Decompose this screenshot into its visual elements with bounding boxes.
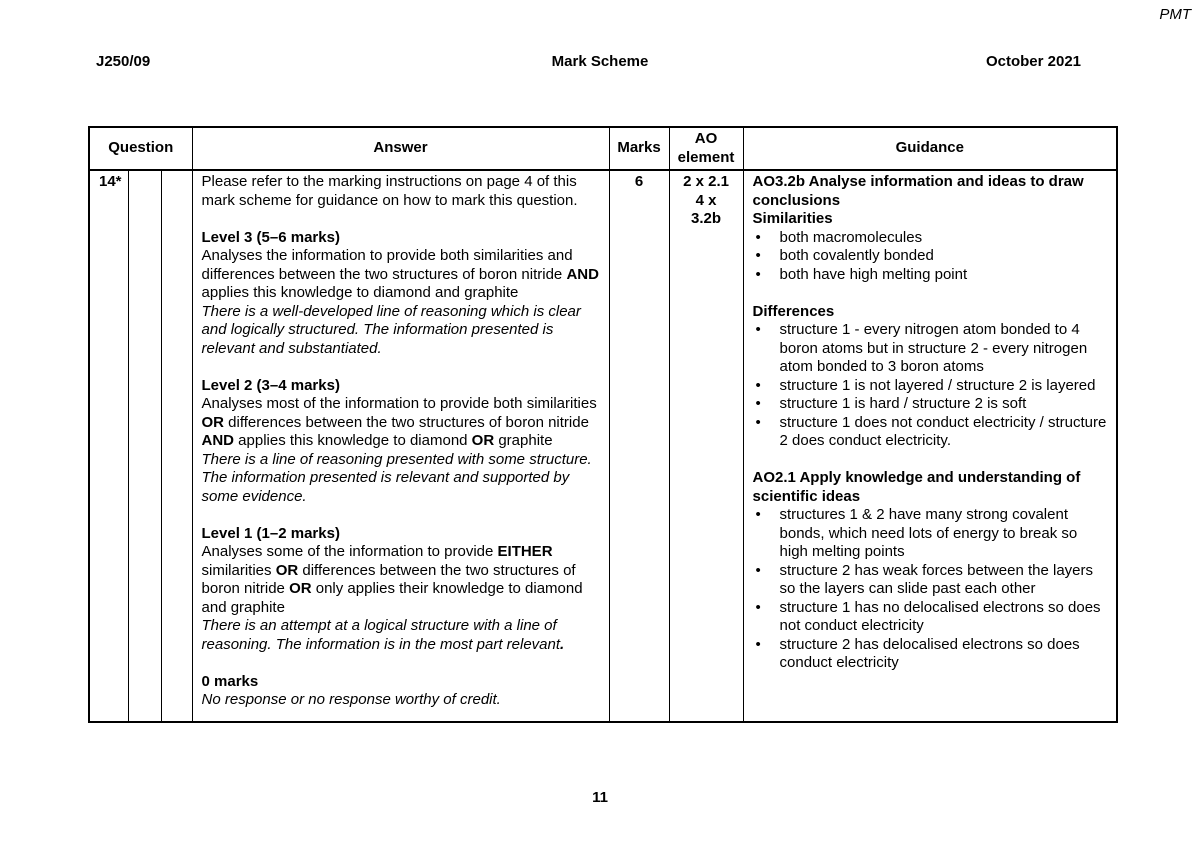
text-run: structure 1 does not conduct electricity / structure 2 does conduct electricity. (779, 413, 1107, 449)
text-paragraph (202, 173, 600, 210)
text-paragraph (753, 173, 1108, 210)
text-paragraph (753, 303, 1108, 322)
question-subpart-cell-2 (161, 170, 192, 722)
blank-line (753, 451, 1108, 470)
text-run: Level 1 (1–2 marks) (201, 524, 340, 542)
text-run: AO2.1 Apply knowledge and understanding of scientific ideas (752, 469, 1081, 505)
text-run: Analyses some of the information to provide (201, 543, 498, 560)
text-paragraph (202, 395, 600, 451)
text-paragraph (202, 617, 600, 654)
text-run: Similarities (752, 210, 833, 227)
text-run: 0 marks (201, 672, 259, 690)
column-header-guidance: Guidance (743, 127, 1117, 170)
marks-cell: 6 (609, 170, 669, 722)
text-paragraph (202, 229, 600, 248)
column-header-marks: Marks (609, 127, 669, 170)
text-run: OR (471, 432, 495, 449)
table-row (89, 170, 1117, 722)
question-subpart-cell-1 (128, 170, 161, 722)
text-paragraph (753, 210, 1108, 229)
question-number-cell: 14* (89, 170, 128, 722)
text-run: Differences (752, 302, 835, 320)
blank-line (202, 358, 600, 377)
text-run: structure 2 has delocalised electrons so does conduct electricity (779, 635, 1080, 671)
bullet-item (753, 599, 1108, 636)
text-run: structure 1 - every nitrogen atom bonded to 4 boron atoms but in structure 2 - every nitrogen atom bonded to 3 boron atoms (779, 321, 1088, 375)
text-paragraph (202, 377, 600, 396)
text-run: OR (275, 561, 299, 579)
exam-date: October 2021 (985, 53, 1081, 70)
document-title: Mark Scheme (551, 53, 649, 70)
text-run: both macromolecules (779, 228, 923, 246)
text-run: There is an attempt at a logical structure with a line of reasoning. The information is in the most part relevant (201, 617, 561, 653)
column-header-ao-element (669, 127, 743, 170)
text-run: Analyses the information to provide both similarities and differences between the two structures of boron nitride (201, 247, 573, 283)
text-run: similarities (201, 561, 276, 579)
text-run: graphite (494, 432, 553, 449)
text-run: Analyses most of the information to provide both similarities (201, 395, 597, 412)
blank-line (202, 506, 600, 525)
bullet-item (753, 247, 1108, 266)
exam-code: J250/09 (96, 53, 151, 70)
text-run: applies this knowledge to diamond (234, 432, 472, 449)
page-number: 11 (592, 789, 608, 806)
text-run: AND (566, 265, 599, 283)
column-header-answer: Answer (192, 127, 609, 170)
text-run: both covalently bonded (779, 247, 934, 264)
bullet-item (753, 321, 1108, 377)
text-paragraph (202, 451, 600, 507)
bullet-item (753, 562, 1108, 599)
text-paragraph (202, 247, 600, 303)
bullet-item (753, 266, 1108, 285)
text-run: AO3.2b Analyse information and ideas to draw conclusions (752, 173, 1084, 209)
text-run: EITHER (497, 543, 553, 560)
guidance-cell (743, 170, 1117, 722)
text-run: both have high melting point (779, 265, 968, 283)
text-run: No response or no response worthy of credit. (201, 691, 501, 708)
bullet-item (753, 395, 1108, 414)
text-run: Level 3 (5–6 marks) (201, 228, 340, 246)
text-run: Level 2 (3–4 marks) (201, 376, 340, 394)
text-run: differences between the two structures of boron nitride (224, 413, 589, 431)
text-paragraph (202, 673, 600, 692)
text-run: applies this knowledge to diamond and graphite (201, 284, 519, 301)
column-header-question: Question (89, 127, 192, 170)
text-run: There is a well-developed line of reasoning which is clear and logically structured. The information presented is relevant and substantiated. (201, 302, 581, 357)
bullet-list (753, 229, 1108, 285)
blank-line (753, 284, 1108, 303)
text-paragraph (202, 525, 600, 544)
pmt-watermark: PMT (1159, 6, 1191, 23)
bullet-item (753, 414, 1108, 451)
answer-cell (192, 170, 609, 722)
text-run: structure 1 has no delocalised electrons so does not conduct electricity (779, 598, 1101, 634)
bullet-item (753, 229, 1108, 248)
text-run: structure 1 is not layered / structure 2 is layered (779, 376, 1096, 394)
text-run: only applies their knowledge to diamond and graphite (201, 580, 583, 616)
document-header (0, 53, 1200, 73)
mark-scheme-table (88, 126, 1118, 723)
ao-header-line2: element (677, 148, 735, 166)
text-run: structure 1 is hard / structure 2 is soft (779, 395, 1027, 412)
bullet-item (753, 377, 1108, 396)
text-paragraph (202, 303, 600, 359)
text-run: structures 1 & 2 have many strong covalent bonds, which need lots of energy to break so high melting points (779, 506, 1078, 560)
blank-line (202, 654, 600, 673)
text-run: Please refer to the marking instructions on page 4 of this mark scheme for guidance on how to mark this question. (201, 173, 578, 209)
bullet-item (753, 506, 1108, 562)
text-run: OR (289, 580, 312, 597)
ao-element-cell (669, 170, 743, 722)
text-paragraph (202, 691, 600, 710)
text-run: . (560, 635, 565, 653)
text-paragraph (753, 469, 1108, 506)
text-run: differences between the two structures of boron nitride (201, 561, 576, 597)
ao-element-line1: 2 x 2.1 (683, 173, 729, 190)
text-run: AND (201, 432, 235, 449)
blank-line (202, 210, 600, 229)
bullet-item (753, 636, 1108, 673)
text-run: OR (201, 413, 225, 431)
text-paragraph (202, 543, 600, 617)
table-header-row (89, 127, 1117, 170)
bullet-list (753, 321, 1108, 451)
text-run: There is a line of reasoning presented with some structure. The information presented is relevant and supported by some evidence. (201, 450, 592, 505)
bullet-list (753, 506, 1108, 673)
ao-header-line1: AO (694, 130, 718, 147)
ao-element-line2: 4 x 3.2b (691, 191, 722, 227)
text-run: structure 2 has weak forces between the layers so the layers can slide past each other (779, 561, 1094, 597)
